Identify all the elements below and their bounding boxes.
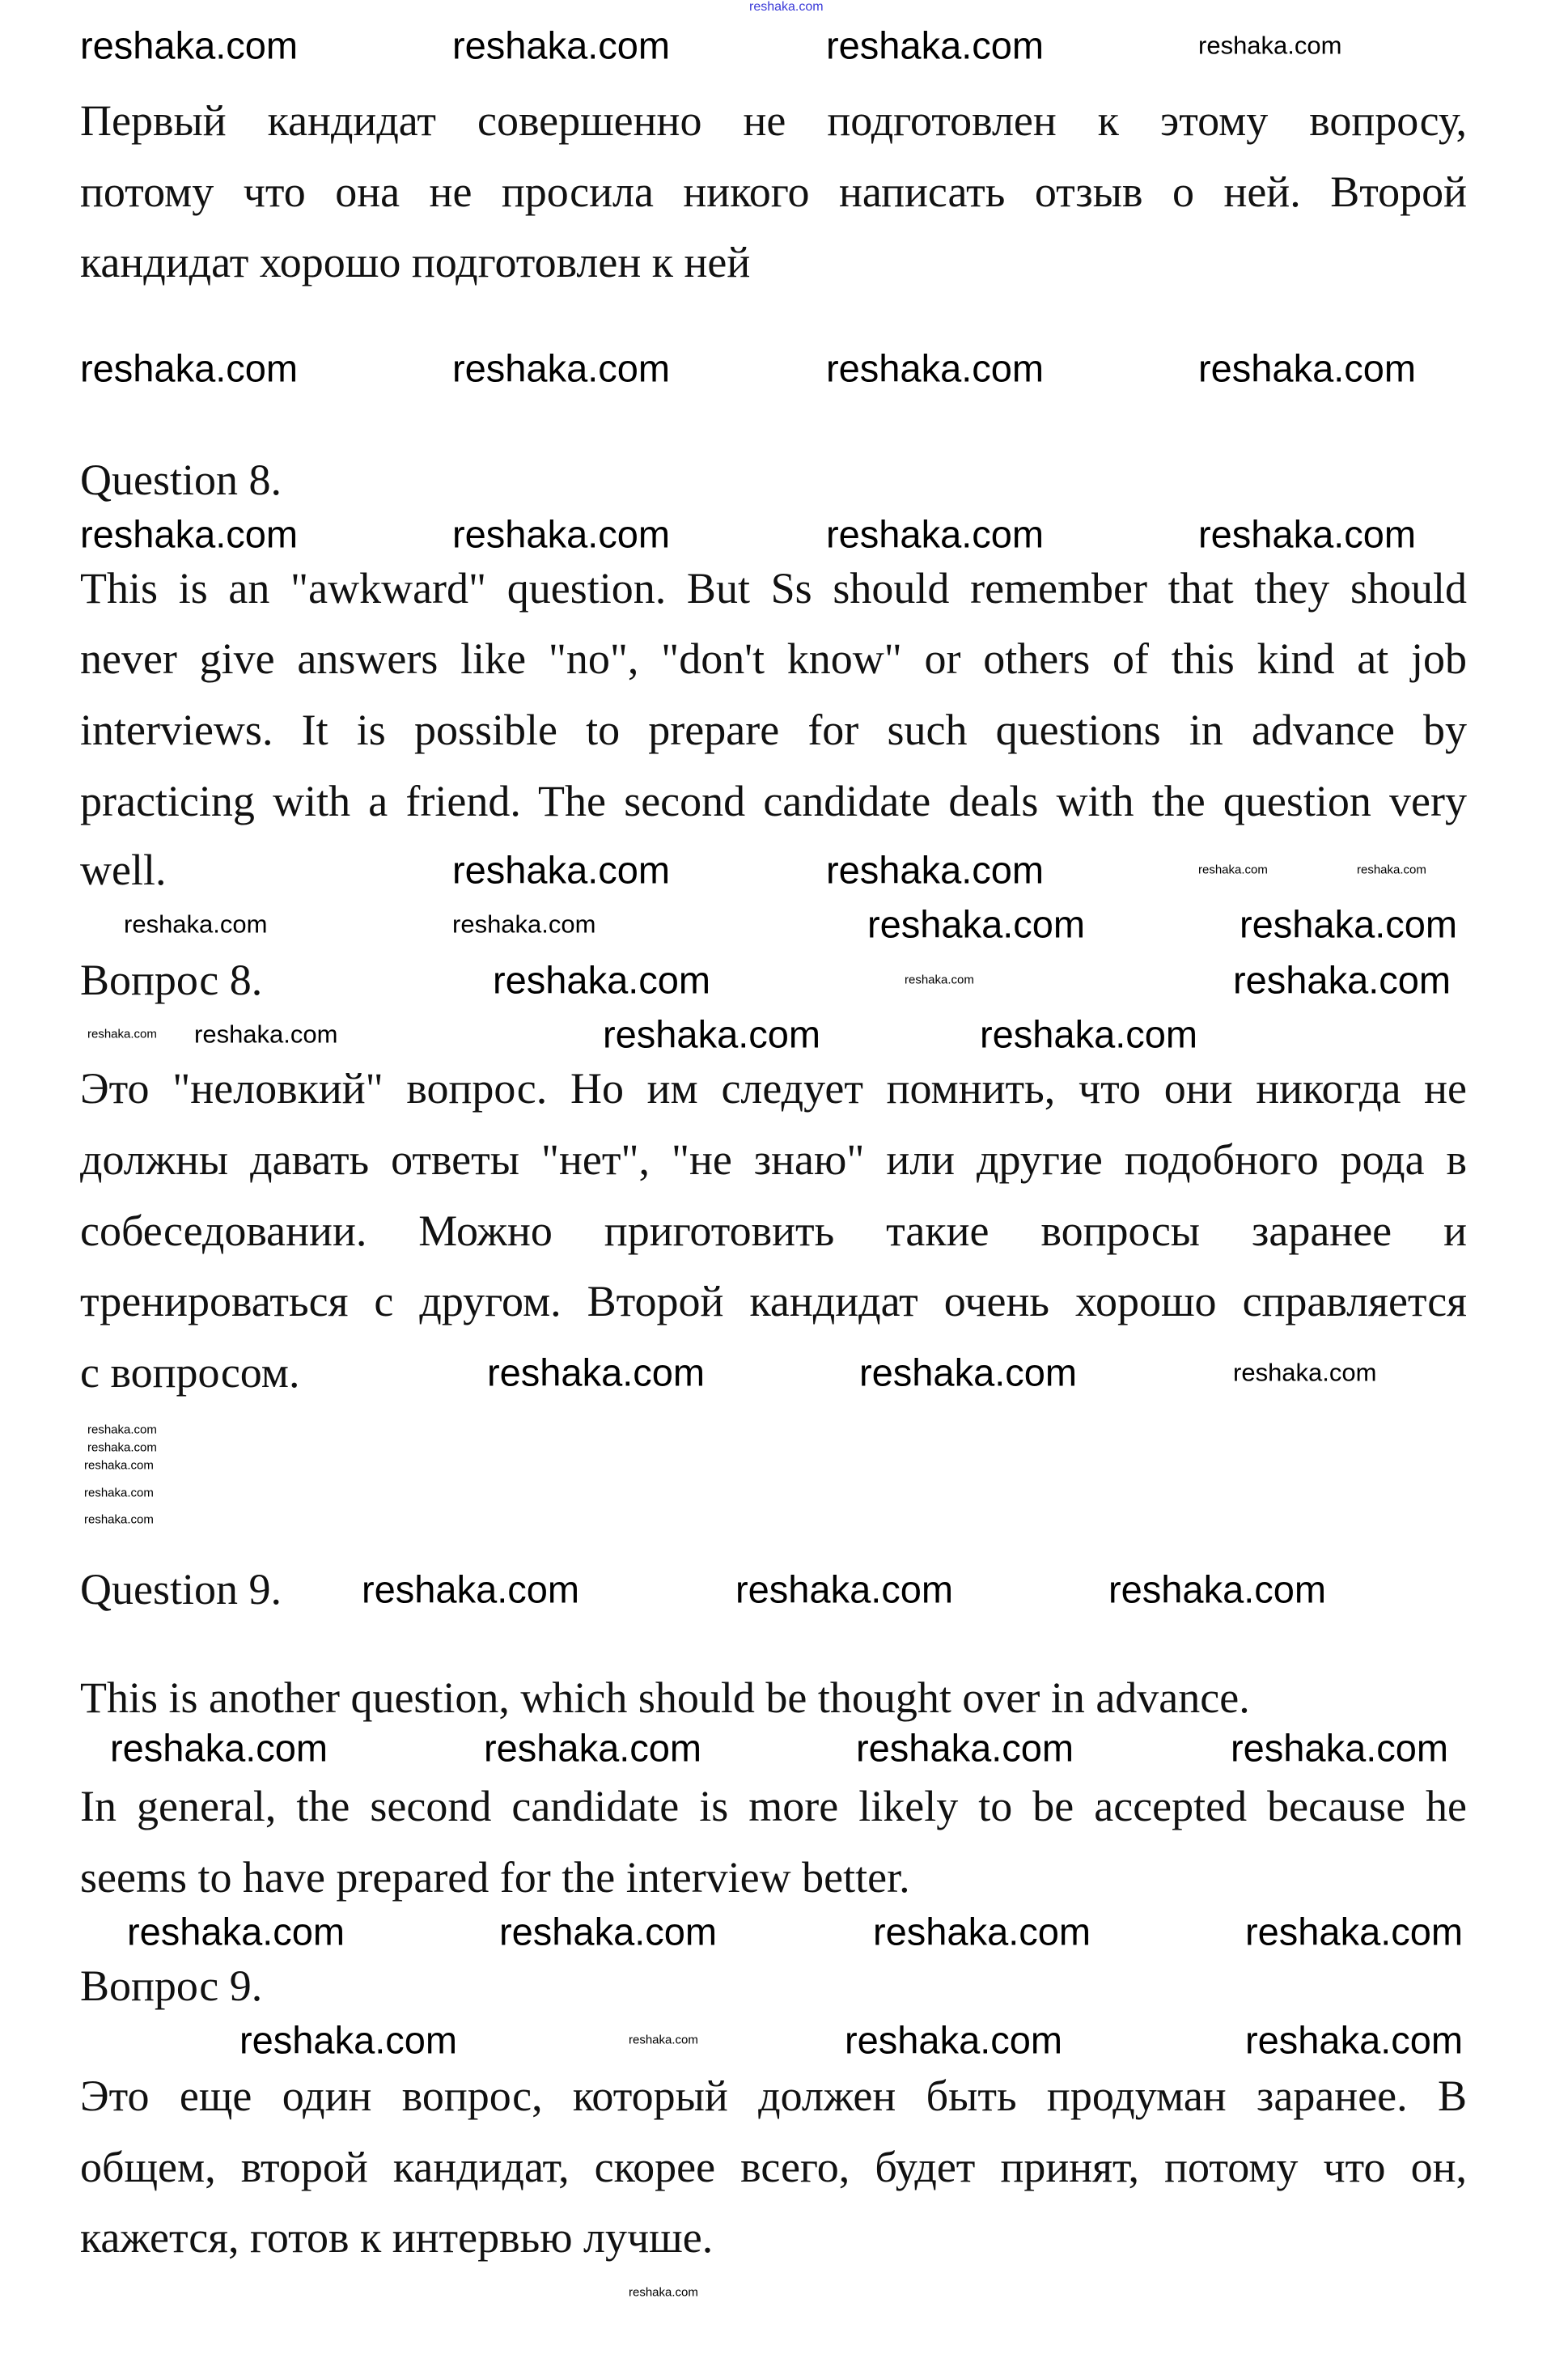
watermark: reshaka.com bbox=[87, 1423, 157, 1437]
text-line: собеседовании. Можно приготовить такие вопросы заранее и bbox=[80, 1207, 1467, 1255]
text-line: кандидат хорошо подготовлен к ней bbox=[80, 238, 751, 286]
watermark: reshaka.com bbox=[826, 512, 1045, 556]
watermark: reshaka.com bbox=[80, 23, 299, 67]
watermark: reshaka.com bbox=[1231, 1726, 1449, 1770]
text-line: с вопросом. bbox=[80, 1348, 300, 1397]
text-line: In general, the second candidate is more likely to be accepted because he bbox=[80, 1782, 1467, 1830]
watermark: reshaka.com bbox=[826, 346, 1045, 390]
text-line: общем, второй кандидат, скорее всего, будет принят, потому что он, bbox=[80, 2143, 1467, 2191]
watermark: reshaka.com bbox=[735, 1567, 954, 1611]
watermark: reshaka.com bbox=[84, 1458, 154, 1473]
text-line: Это еще один вопрос, который должен быть продуман заранее. В bbox=[80, 2072, 1467, 2120]
watermark: reshaka.com bbox=[124, 910, 268, 939]
text-line: This is an "awkward" question. But Ss should remember that they should bbox=[80, 564, 1467, 613]
watermark: reshaka.com bbox=[499, 1910, 718, 1953]
watermark: reshaka.com bbox=[1233, 1358, 1377, 1387]
text-line: interviews. It is possible to prepare for such questions in advance by bbox=[80, 706, 1467, 754]
text-line: never give answers like "no", "don't know" or others of this kind at job bbox=[80, 634, 1467, 683]
watermark: reshaka.com bbox=[362, 1567, 580, 1611]
watermark: reshaka.com bbox=[452, 848, 671, 892]
watermark: reshaka.com bbox=[1198, 863, 1268, 877]
text-line: кажется, готов к интервью лучше. bbox=[80, 2213, 714, 2262]
watermark: reshaka.com bbox=[194, 1020, 338, 1049]
watermark: reshaka.com bbox=[905, 973, 974, 987]
heading-question-8: Question 8. bbox=[80, 456, 282, 504]
watermark: reshaka.com bbox=[452, 346, 671, 390]
watermark: reshaka.com bbox=[80, 346, 299, 390]
watermark: reshaka.com bbox=[1198, 346, 1417, 390]
watermark: reshaka.com bbox=[856, 1726, 1074, 1770]
watermark: reshaka.com bbox=[84, 1512, 154, 1527]
watermark: reshaka.com bbox=[1198, 31, 1342, 60]
watermark: reshaka.com bbox=[629, 2285, 698, 2300]
watermark: reshaka.com bbox=[1245, 2018, 1464, 2062]
watermark: reshaka.com bbox=[493, 958, 711, 1002]
watermark: reshaka.com bbox=[873, 1910, 1091, 1953]
watermark: reshaka.com bbox=[629, 2033, 698, 2047]
watermark: reshaka.com bbox=[603, 1012, 821, 1056]
watermark: reshaka.com bbox=[826, 23, 1045, 67]
watermark: reshaka.com bbox=[239, 2018, 458, 2062]
watermark: reshaka.com bbox=[84, 1486, 154, 1500]
watermark: reshaka.com bbox=[87, 1027, 157, 1041]
heading-question-9: Question 9. bbox=[80, 1565, 282, 1614]
watermark: reshaka.com bbox=[826, 848, 1045, 892]
watermark: reshaka.com bbox=[127, 1910, 345, 1953]
text-line: Это "неловкий" вопрос. Но им следует помнить, что они никогда не bbox=[80, 1064, 1467, 1113]
watermark: reshaka.com bbox=[1240, 902, 1458, 946]
watermark: reshaka.com bbox=[452, 23, 671, 67]
watermark: reshaka.com bbox=[859, 1351, 1078, 1394]
text-line: потому что она не просила никого написать отзыв о ней. Второй bbox=[80, 168, 1467, 216]
text-line: Первый кандидат совершенно не подготовлен к этому вопросу, bbox=[80, 96, 1467, 145]
watermark: reshaka.com bbox=[1245, 1910, 1464, 1953]
watermark: reshaka.com bbox=[87, 1440, 157, 1455]
watermark: reshaka.com bbox=[484, 1726, 702, 1770]
text-line: practicing with a friend. The second candidate deals with the question very bbox=[80, 777, 1467, 825]
watermark: reshaka.com bbox=[749, 0, 824, 14]
text-line: должны давать ответы "нет", "не знаю" или другие подобного рода в bbox=[80, 1135, 1467, 1184]
heading-vopros-8: Вопрос 8. bbox=[80, 956, 263, 1004]
watermark: reshaka.com bbox=[487, 1351, 706, 1394]
watermark: reshaka.com bbox=[845, 2018, 1063, 2062]
text-line: тренироваться с другом. Второй кандидат очень хорошо справляется bbox=[80, 1277, 1467, 1325]
text-line: well. bbox=[80, 846, 167, 894]
watermark: reshaka.com bbox=[1198, 512, 1417, 556]
watermark: reshaka.com bbox=[110, 1726, 328, 1770]
watermark: reshaka.com bbox=[1357, 863, 1426, 877]
watermark: reshaka.com bbox=[1108, 1567, 1327, 1611]
heading-vopros-9: Вопрос 9. bbox=[80, 1961, 263, 2010]
watermark: reshaka.com bbox=[980, 1012, 1198, 1056]
watermark: reshaka.com bbox=[80, 512, 299, 556]
watermark: reshaka.com bbox=[452, 910, 596, 939]
text-line: This is another question, which should be thought over in advance. bbox=[80, 1673, 1250, 1722]
watermark: reshaka.com bbox=[452, 512, 671, 556]
text-line: seems to have prepared for the interview better. bbox=[80, 1853, 910, 1902]
watermark: reshaka.com bbox=[867, 902, 1086, 946]
watermark: reshaka.com bbox=[1233, 958, 1451, 1002]
